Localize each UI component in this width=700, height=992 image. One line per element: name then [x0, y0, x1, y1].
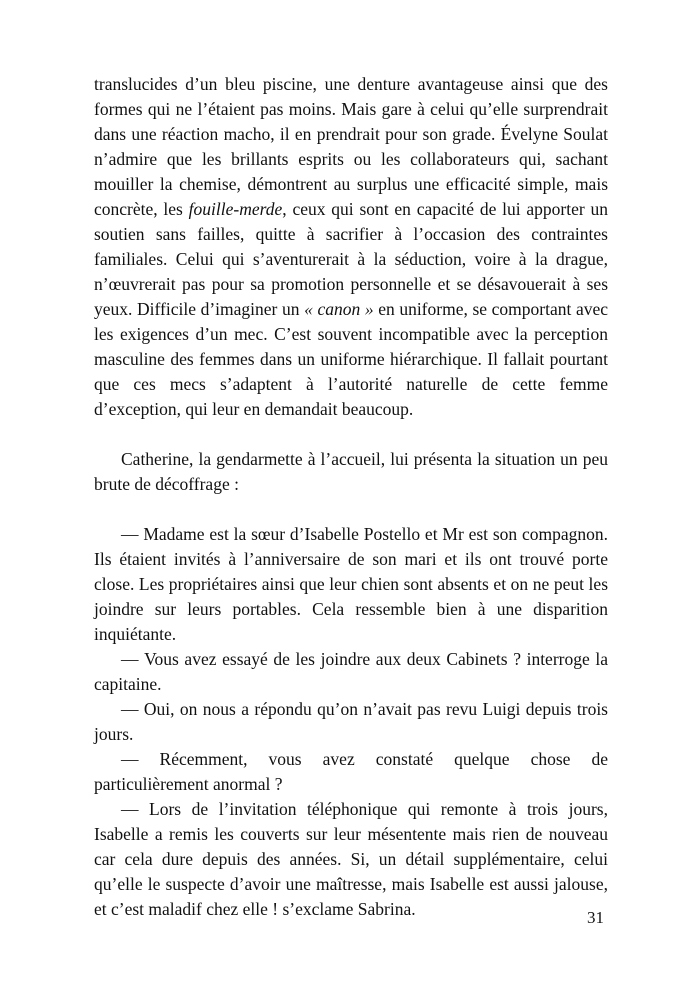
text-run: — Récemment, vous avez constaté quelque chose de particulièrement anormal ? [94, 749, 608, 794]
text-run: translucides d’un bleu piscine, une denture avantageuse ainsi que des formes qui ne l’étaient pas moins. Mais gare à celui qu’elle surprendrait dans une réaction macho, il en prendrait pour son grade. Évelyne Soulat n’admire que les brillants esprits ou les collaborateurs qui, sachant mouiller la chemise, démontrent au surplus une efficacité simple, mais concrète, les [94, 74, 608, 219]
text-run: — Lors de l’invitation téléphonique qui remonte à trois jours, Isabelle a remis les couverts sur leur mésentente mais rien de nouveau car cela dure depuis des années. Si, un détail supplémentaire, celui qu’elle le suspecte d’avoir une maîtresse, mais Isabelle est aussi jalouse, et c’est maladif chez elle ! s’exclame Sabrina. [94, 799, 608, 919]
page-number: 31 [587, 908, 604, 927]
paragraph-4 [94, 647, 608, 697]
paragraph-7 [94, 797, 608, 922]
paragraph-2 [94, 447, 608, 497]
paragraph-3 [94, 522, 608, 647]
paragraph-6 [94, 747, 608, 797]
paragraph-5 [94, 697, 608, 747]
italic-text-run: fouille-merde [188, 199, 283, 219]
page-text-block [94, 72, 608, 922]
text-run: — Vous avez essayé de les joindre aux deux Cabinets ? interroge la capitaine. [94, 649, 608, 694]
text-run: en uniforme, se comportant avec les exigences d’un mec. C’est souvent incompatible avec la perception masculine des femmes dans un uniforme hiérarchique. Il fallait pourtant que ces mecs s’adaptent à l’autorité naturelle de cette femme d’exception, qui leur en demandait beaucoup. [94, 299, 608, 419]
paragraph-1 [94, 72, 608, 422]
text-run: — Oui, on nous a répondu qu’on n’avait pas revu Luigi depuis trois jours. [94, 699, 608, 744]
italic-text-run: « canon » [304, 299, 374, 319]
text-run: , ceux qui sont en capacité de lui apporter un soutien sans failles, quitte à sacrifier à l’occasion des contraintes familiales. Celui qui s’aventurerait à la séduction, voire à la drague, n’œuvrerait pas pour sa promotion personnelle et se désavouerait à ses yeux. Difficile d’imaginer un [94, 199, 608, 319]
text-run: — Madame est la sœur d’Isabelle Postello et Mr est son compagnon. Ils étaient invités à l’anniversaire de son mari et ils ont trouvé porte close. Les propriétaires ainsi que leur chien sont absents et on ne peut les joindre sur leurs portables. Cela ressemble bien à une disparition inquiétante. [94, 524, 608, 644]
text-run: Catherine, la gendarmette à l’accueil, lui présenta la situation un peu brute de décoffrage : [94, 449, 608, 494]
